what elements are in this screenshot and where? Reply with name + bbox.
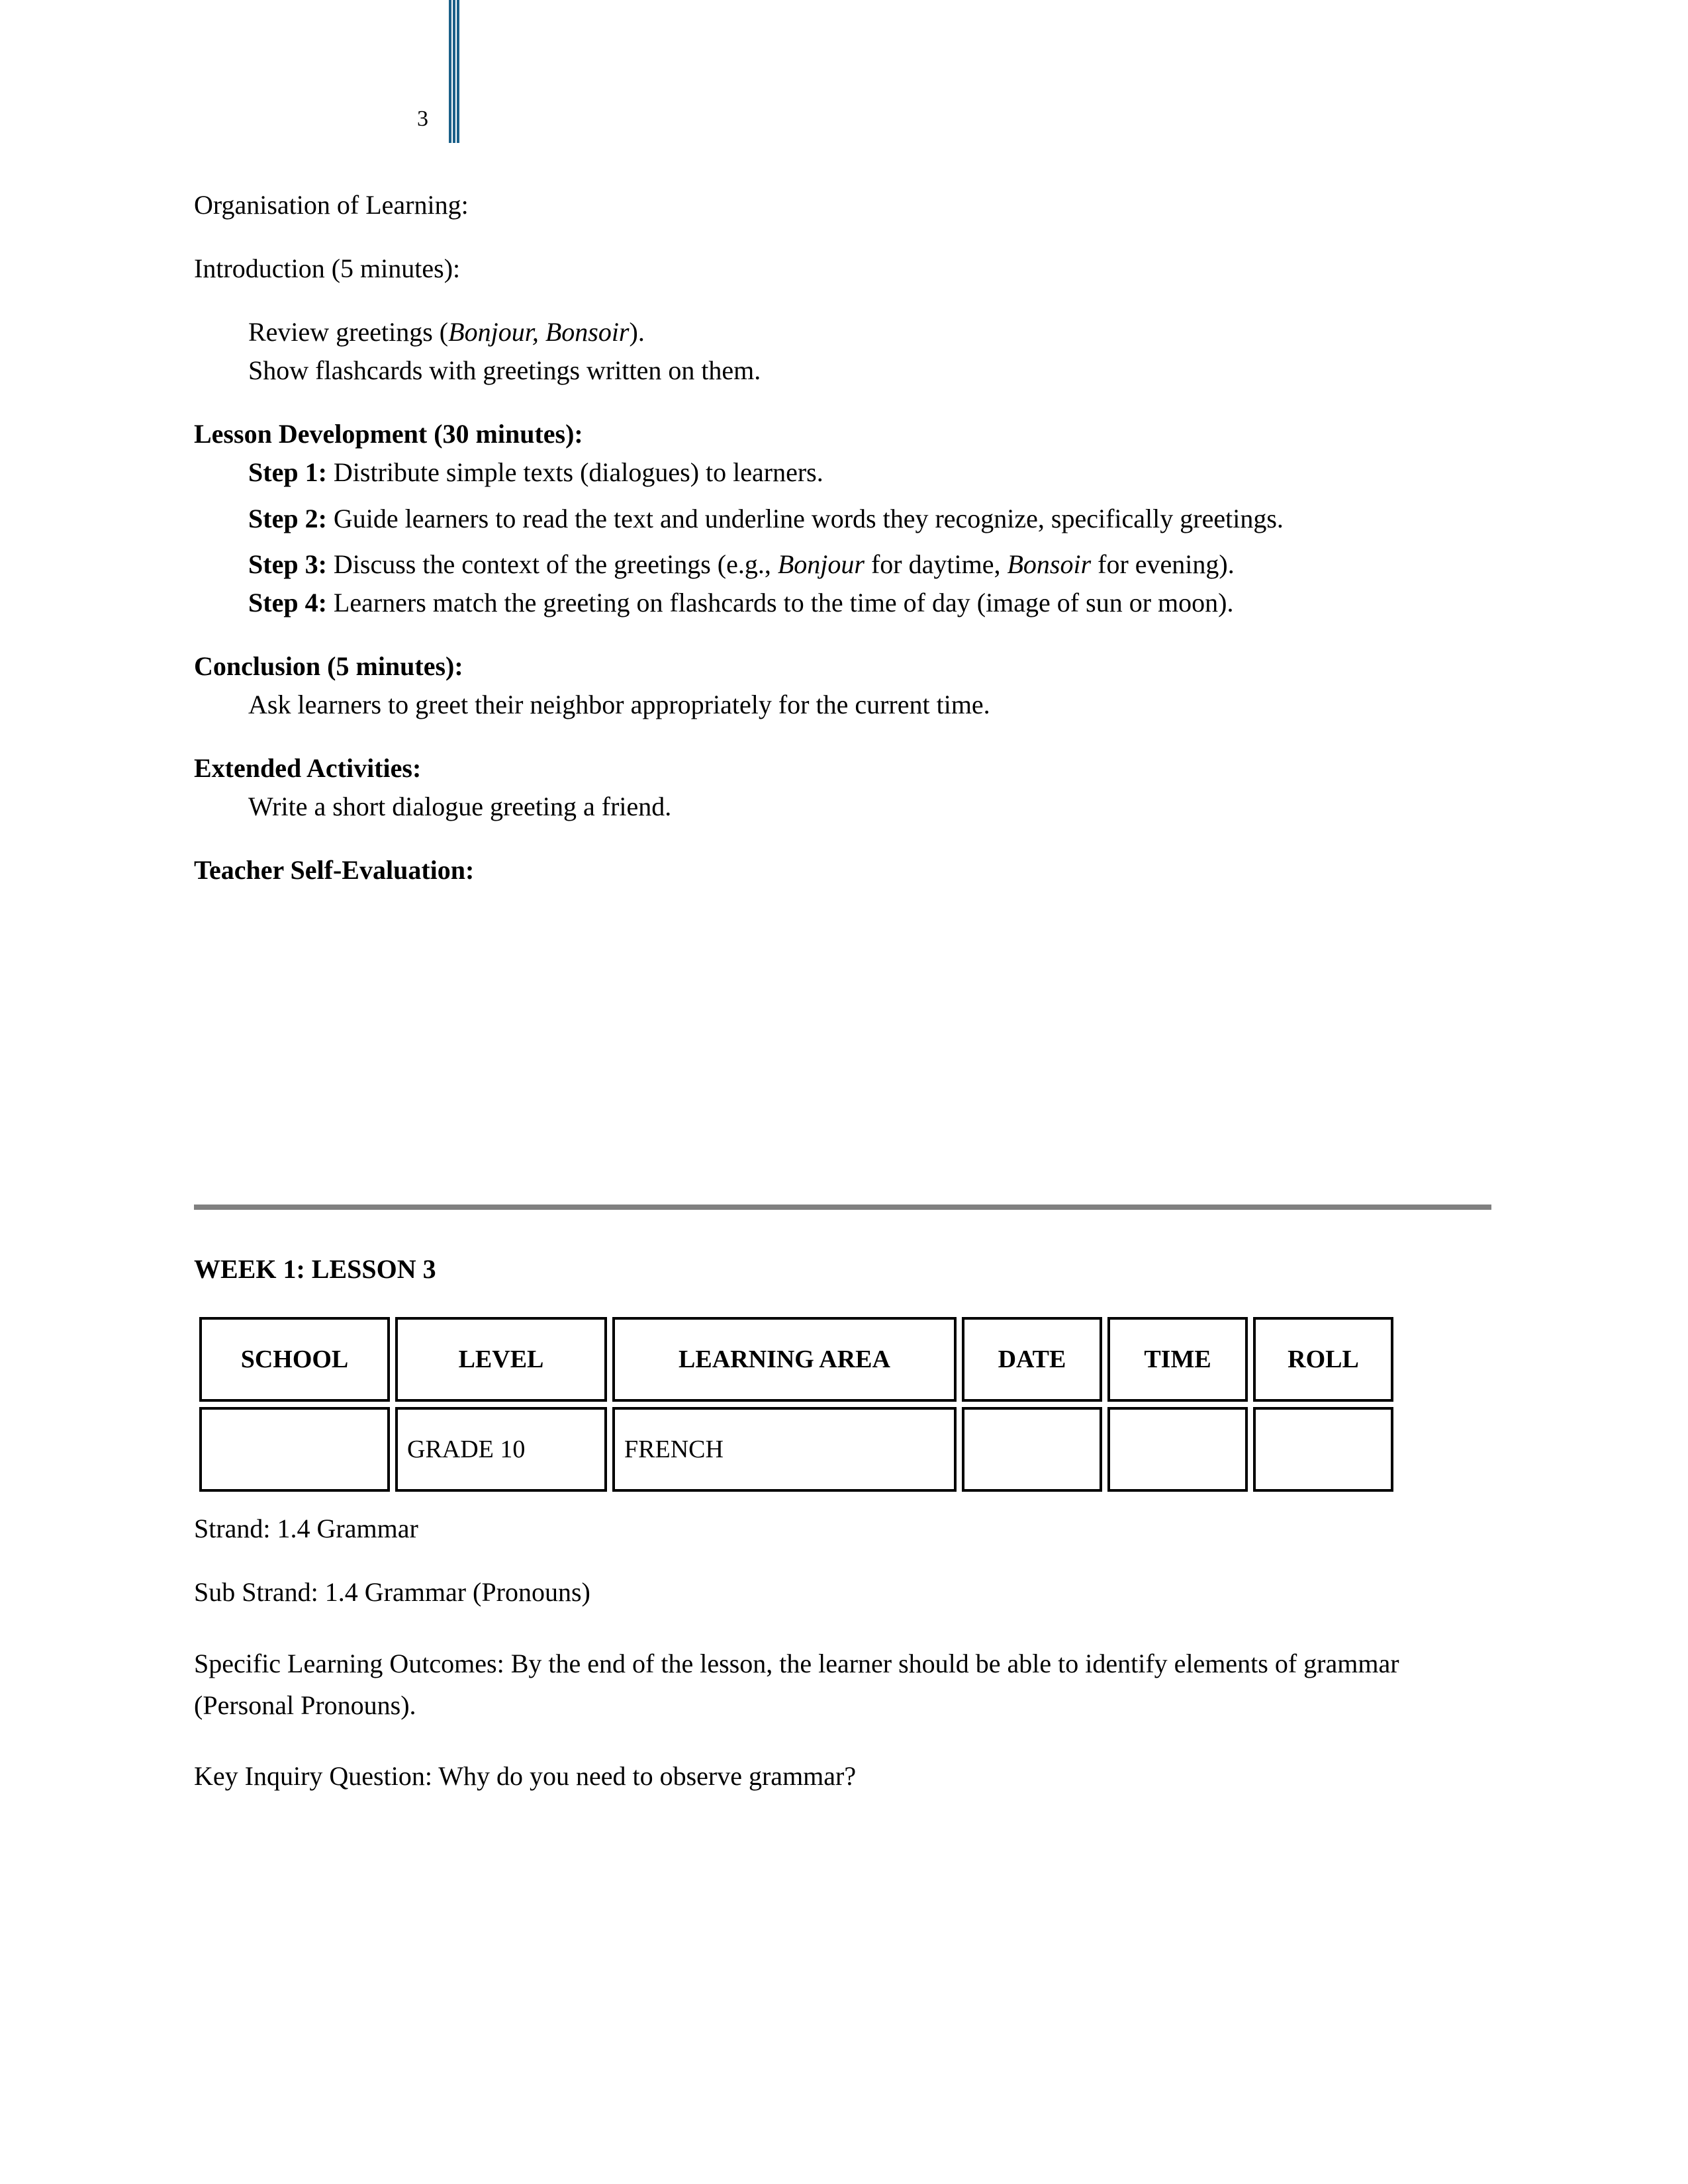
lesson-step-label: Step 4: [248,588,327,618]
lesson-step-label: Step 3: [248,549,327,580]
table-cell-roll[interactable] [1253,1407,1393,1492]
lesson-step-label: Step 2: [248,504,327,533]
extended-activities-heading: Extended Activities: [194,753,422,784]
lesson-step-text-post: for evening). [1091,549,1235,580]
specific-learning-outcomes-text: Specific Learning Outcomes: By the end of the lesson, the learner should be able to identify elements of grammar (Personal Pronouns). [194,1649,1399,1721]
lesson-details [194,1516,1495,1827]
lesson-step-text-pre: Discuss the context of the greetings (e.g., [326,549,778,580]
table-cell-time[interactable] [1107,1407,1248,1492]
lesson-step-italic-bonjour: Bonjour [777,549,865,580]
table-header-row [199,1317,1393,1402]
lesson-step-italic-bonsoir: Bonsoir [1007,549,1092,580]
table-header-date: DATE [962,1317,1102,1402]
lesson-step-text: Distribute simple texts (dialogues) to learners. [326,457,823,487]
organisation-of-learning-heading: Organisation of Learning: [194,190,469,220]
table-cell-date[interactable] [962,1407,1102,1492]
table-header-school: SCHOOL [199,1317,390,1402]
header-accent-rule [449,0,459,143]
introduction-item-suffix: ). [629,317,645,347]
week-lesson-heading: WEEK 1: LESSON 3 [194,1254,436,1284]
lesson-step-text: Guide learners to read the text and underline words they recognize, specifically greetings. [326,504,1284,533]
table-cell-level[interactable]: GRADE 10 [395,1407,607,1492]
lesson-step [248,551,1495,578]
table-cell-school[interactable] [199,1407,390,1492]
conclusion-heading: Conclusion (5 minutes): [194,651,463,682]
lesson-step [248,459,1495,486]
lesson-step-text-mid: for daytime, [864,549,1008,580]
table-row [199,1407,1393,1492]
sub-strand-text: Sub Strand: 1.4 Grammar (Pronouns) [194,1577,590,1607]
strand-text: Strand: 1.4 Grammar [194,1514,418,1543]
introduction-item-italic: Bonjour, Bonsoir [448,317,630,347]
conclusion-text: Ask learners to greet their neighbor appropriately for the current time. [248,690,990,720]
key-inquiry-question-text: Key Inquiry Question: Why do you need to observe grammar? [194,1761,857,1792]
lesson-step [248,590,1495,616]
lesson-development-heading: Lesson Development (30 minutes): [194,419,583,449]
page-number: 3 [417,107,428,131]
lesson-step-text: Learners match the greeting on flashcards to the time of day (image of sun or moon). [326,588,1234,618]
table-header-time: TIME [1107,1317,1248,1402]
introduction-item-prefix: Review greetings ( [248,317,449,347]
introduction-item [248,319,1495,345]
table-header-level: LEVEL [395,1317,607,1402]
table-header-roll: ROLL [1253,1317,1393,1402]
introduction-heading: Introduction (5 minutes): [194,253,461,283]
lesson-step-label: Step 1: [248,457,327,487]
table-header-learning-area: LEARNING AREA [612,1317,957,1402]
extended-activities-text: Write a short dialogue greeting a friend. [248,792,672,822]
section-divider [194,1205,1491,1210]
lesson-info-table [194,1312,1399,1497]
table-cell-learning-area[interactable]: FRENCH [612,1407,957,1492]
lesson-step [248,498,1495,539]
lesson-plan-body [194,192,1495,921]
teacher-self-evaluation-heading: Teacher Self-Evaluation: [194,855,475,886]
introduction-item: Show flashcards with greetings written on them. [248,355,761,385]
